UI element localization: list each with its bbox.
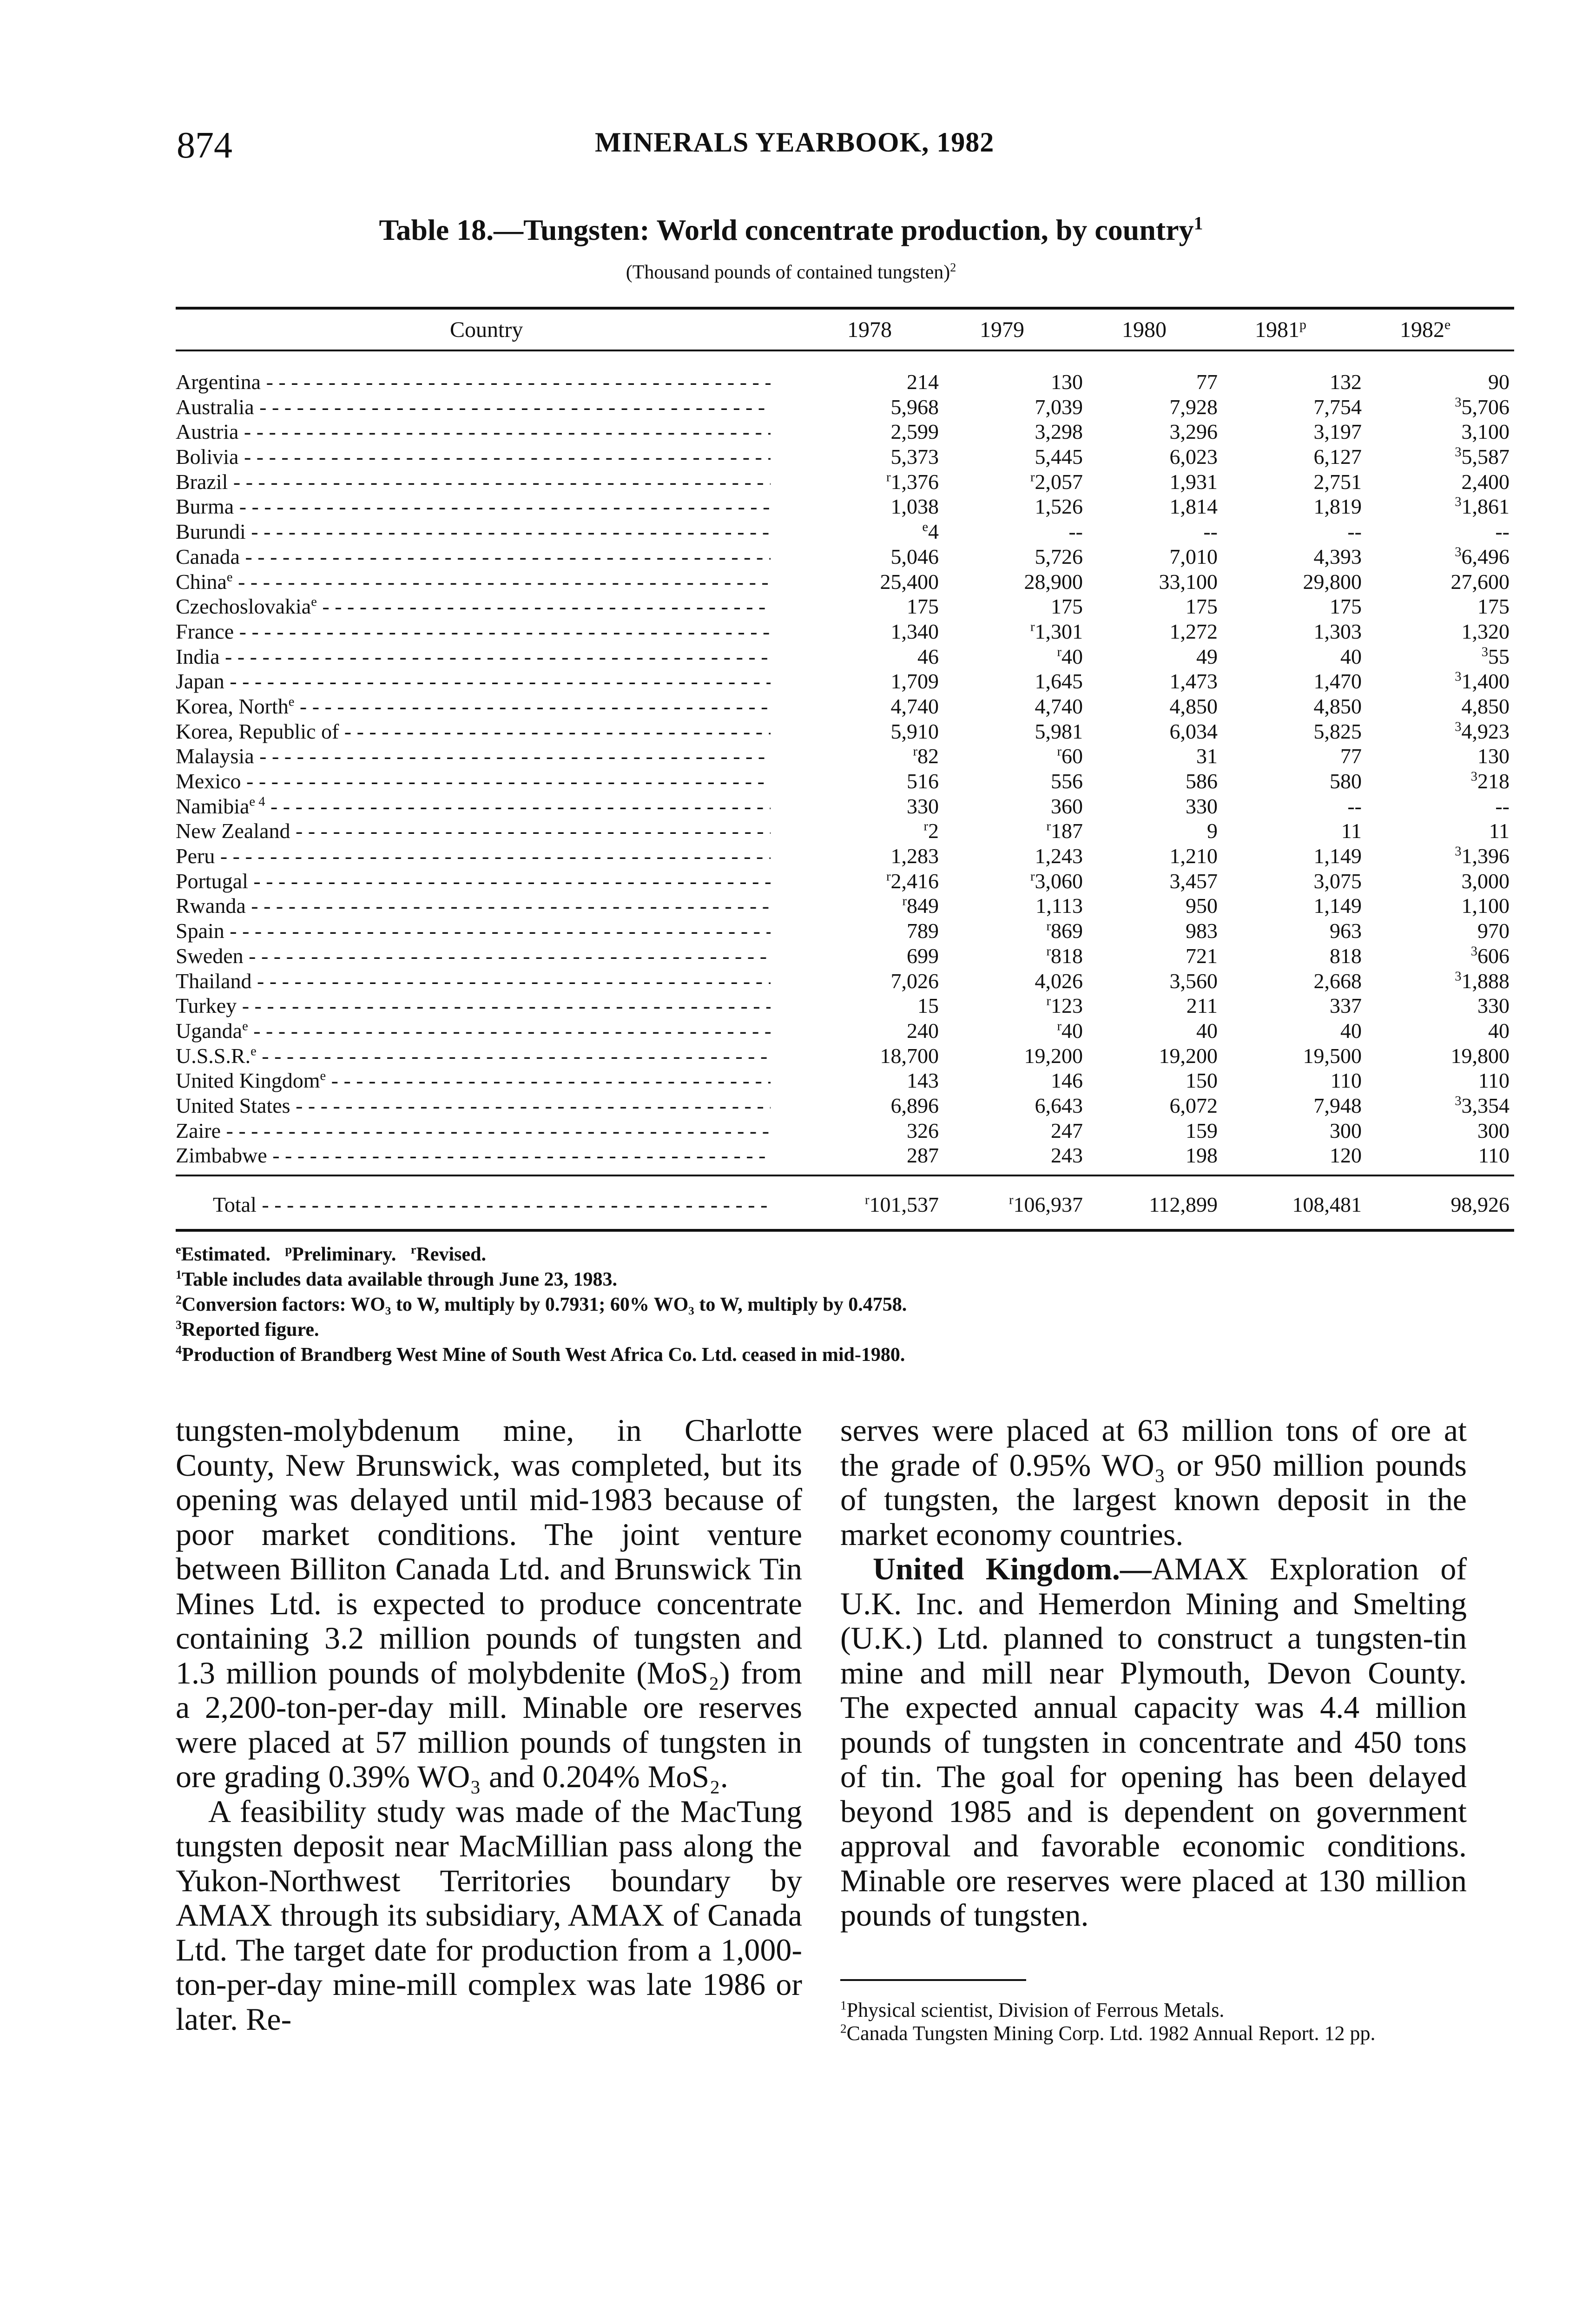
table-cell: 211: [1186, 994, 1218, 1018]
table-cell: 699: [907, 944, 939, 968]
country-name: China$^e$ - - -: [176, 569, 771, 594]
header-1980: 1980: [1122, 317, 1167, 342]
table-cell: 3,560: [1169, 969, 1218, 993]
table-cell: 1,814: [1169, 495, 1218, 519]
table-cell: 1,526: [1035, 495, 1083, 519]
table-cell: 175: [1186, 594, 1218, 619]
total-1980: 112,899: [1149, 1193, 1218, 1216]
table-cell: 7,026: [890, 969, 939, 993]
table-row: [176, 370, 1514, 395]
footnote: $^1$Physical scientist, Division of Ferrous Metals.: [840, 1998, 1225, 2021]
table-cell: $^r$40: [1057, 1018, 1083, 1043]
country-name: France - - -: [176, 619, 771, 644]
table-cell: 4,740: [890, 694, 939, 718]
table-row: [176, 444, 1514, 469]
table-cell: 6,023: [1169, 445, 1218, 469]
country-name: Burma - - -: [176, 494, 771, 519]
table-title: Table 18.—Tungsten: World concentrate production, by country$^1$: [379, 213, 1203, 246]
total-1981: 108,481: [1292, 1193, 1362, 1216]
table-cell: 243: [1051, 1143, 1083, 1168]
table-cell: 1,320: [1461, 619, 1509, 643]
table-cell: $^3$1,861: [1455, 495, 1509, 519]
table-cell: 3,000: [1461, 869, 1509, 893]
table-cell: 1,243: [1035, 844, 1083, 868]
table-cell: $^r$869: [1046, 919, 1083, 943]
header-1982: 1982e: [1400, 317, 1451, 342]
table-row: [176, 594, 1514, 619]
table-cell: 159: [1186, 1118, 1218, 1142]
table-bottom-rule: [176, 1229, 1514, 1232]
table-cell: 240: [907, 1018, 939, 1043]
table-cell: 33,100: [1159, 569, 1218, 594]
table-cell: 28,900: [1024, 569, 1083, 594]
table-cell: 2,751: [1313, 469, 1362, 494]
table-cell: 77: [1340, 744, 1362, 768]
table-note: $^4$Production of Brandberg West Mine of South West Africa Co. Ltd. ceased in mid-1980.: [176, 1343, 905, 1366]
table-row: [176, 769, 1514, 794]
footnote: $^2$Canada Tungsten Mining Corp. Ltd. 1982 Annual Report. 12 pp.: [840, 2021, 1376, 2045]
table-cell: 1,283: [890, 844, 939, 868]
table-row: [176, 893, 1514, 918]
table-cell: 2,668: [1313, 969, 1362, 993]
country-name: United Kingdom$^e$ - - -: [176, 1068, 771, 1093]
table-cell: 963: [1330, 919, 1362, 943]
table-cell: 1,470: [1313, 669, 1362, 693]
total-1979: $^r$106,937: [1009, 1193, 1083, 1216]
table-cell: $^r$849: [902, 894, 939, 918]
table-cell: 1,149: [1313, 894, 1362, 918]
table-cell: 7,948: [1313, 1093, 1362, 1117]
header-1978: 1978: [847, 317, 892, 342]
table-cell: $^r$2: [923, 819, 939, 843]
table-cell: 789: [907, 919, 939, 943]
table-row: [176, 719, 1514, 744]
table-cell: 6,643: [1035, 1093, 1083, 1117]
table-row: [176, 519, 1514, 544]
table-cell: $^r$818: [1046, 944, 1083, 968]
table-note: $^1$Table includes data available through June 23, 1983.: [176, 1268, 618, 1290]
table-cell: --: [1347, 520, 1362, 544]
table-row: [176, 944, 1514, 969]
table-cell: 1,210: [1169, 844, 1218, 868]
country-name: Austria - - -: [176, 419, 771, 444]
table-row: [176, 669, 1514, 694]
total-1982: 98,926: [1450, 1193, 1509, 1216]
table-cell: 5,046: [890, 544, 939, 568]
table-cell: 1,645: [1035, 669, 1083, 693]
table-cell: 4,393: [1313, 544, 1362, 568]
table-cell: 1,819: [1313, 495, 1362, 519]
table-cell: 29,800: [1303, 569, 1362, 594]
header-country: Country: [450, 317, 523, 342]
table-cell: 110: [1478, 1069, 1509, 1093]
table-cell: 4,850: [1461, 694, 1509, 718]
table-cell: 3,298: [1035, 420, 1083, 444]
table-notes: [176, 1242, 1514, 1367]
table-cell: 77: [1196, 370, 1218, 394]
table-cell: 247: [1051, 1118, 1083, 1142]
table-cell: 1,149: [1313, 844, 1362, 868]
country-name: Korea, Republic of - - -: [176, 719, 771, 744]
table-note: $^3$Reported figure.: [176, 1318, 319, 1340]
table-cell: 19,200: [1159, 1043, 1218, 1068]
table-cell: $^r$82: [913, 744, 939, 768]
table-cell: 11: [1341, 819, 1362, 843]
table-cell: 5,910: [890, 719, 939, 743]
table-cell: 330: [1186, 794, 1218, 818]
table-row: [176, 993, 1514, 1018]
table-row: [176, 469, 1514, 495]
country-name: Czechoslovakia$^e$ - - -: [176, 594, 771, 619]
country-name: Argentina - - -: [176, 370, 771, 395]
table-row: [176, 1093, 1514, 1118]
header-rule: [176, 350, 1514, 351]
country-name: Spain - - -: [176, 918, 771, 944]
table-cell: 110: [1478, 1143, 1509, 1168]
table-cell: $^r$60: [1057, 744, 1083, 768]
table-cell: 175: [907, 594, 939, 619]
table-cell: 110: [1330, 1069, 1362, 1093]
table-row: [176, 744, 1514, 769]
table-cell: 3,075: [1313, 869, 1362, 893]
table-cell: 1,709: [890, 669, 939, 693]
table-note: $^2$Conversion factors: WO₃ to W, multiply by 0.7931; 60% WO₃ to W, multiply by 0.4758.: [176, 1293, 907, 1315]
table-cell: $^3$1,396: [1455, 844, 1509, 868]
table-cell: 25,400: [880, 569, 939, 594]
table-cell: $^3$5,587: [1455, 445, 1509, 469]
table-cell: 19,200: [1024, 1043, 1083, 1068]
country-name: Sweden - - -: [176, 944, 771, 969]
country-name: Bolivia - - -: [176, 444, 771, 469]
table-cell: 175: [1051, 594, 1083, 619]
table-row: [176, 1118, 1514, 1143]
table-cell: 1,272: [1169, 619, 1218, 643]
table-cell: $^3$1,400: [1455, 669, 1509, 693]
table-cell: 130: [1477, 744, 1509, 768]
table-cell: 6,072: [1169, 1093, 1218, 1117]
table-cell: 1,473: [1169, 669, 1218, 693]
table-cell: 3,457: [1169, 869, 1218, 893]
total-label: Total - - -: [213, 1188, 771, 1221]
total-1978: $^r$101,537: [865, 1193, 939, 1216]
section-heading: United Kingdom.—: [873, 1551, 1152, 1586]
country-name: Korea, North$^e$ - - -: [176, 694, 771, 719]
table-row: [176, 794, 1514, 819]
table-cell: $^r$123: [1046, 994, 1083, 1018]
table-cell: 27,600: [1450, 569, 1509, 594]
table-cell: 7,754: [1313, 395, 1362, 419]
table-cell: 90: [1488, 370, 1509, 394]
table-row: [176, 1018, 1514, 1043]
table-subtitle: (Thousand pounds of contained tungsten)$^2$: [626, 261, 956, 283]
table-cell: 5,373: [890, 445, 939, 469]
table-cell: 2,599: [890, 420, 939, 444]
table-cell: 360: [1051, 794, 1083, 818]
table-cell: 175: [1330, 594, 1362, 619]
table-cell: $^3$218: [1470, 769, 1509, 793]
table-cell: $^3$6,496: [1455, 544, 1509, 568]
table-cell: 7,039: [1035, 395, 1083, 419]
table-body: [176, 370, 1514, 1168]
table-cell: $^r$2,057: [1030, 469, 1083, 494]
country-name: United States - - -: [176, 1093, 771, 1118]
table-cell: 132: [1330, 370, 1362, 394]
country-name: Uganda$^e$ - - -: [176, 1018, 771, 1043]
table-cell: 1,303: [1313, 619, 1362, 643]
table-cell: 5,445: [1035, 445, 1083, 469]
country-name: Rwanda - - -: [176, 893, 771, 918]
table-cell: 198: [1186, 1143, 1218, 1168]
table-cell: 3,100: [1461, 420, 1509, 444]
country-name: Brazil - - -: [176, 469, 771, 495]
page-footnotes: [840, 1999, 1468, 2045]
country-name: Mexico - - -: [176, 769, 771, 794]
country-name: India - - -: [176, 644, 771, 669]
country-name: Japan - - -: [176, 669, 771, 694]
table-cell: 580: [1330, 769, 1362, 793]
table-cell: 1,113: [1035, 894, 1083, 918]
table-cell: 4,740: [1035, 694, 1083, 718]
table-cell: 175: [1477, 594, 1509, 619]
table-cell: 4,850: [1313, 694, 1362, 718]
table-cell: 326: [907, 1118, 939, 1142]
table-row: [176, 969, 1514, 994]
page-number: 874: [177, 125, 232, 166]
table-row: [176, 1068, 1514, 1093]
table-cell: 330: [1477, 994, 1509, 1018]
table-cell: 15: [917, 994, 939, 1018]
table-top-rule: [176, 307, 1514, 310]
table-row: [176, 569, 1514, 594]
table-cell: $^r$2,416: [886, 869, 939, 893]
country-name: Portugal - - -: [176, 869, 771, 894]
table-cell: 721: [1186, 944, 1218, 968]
country-name: Burundi - - -: [176, 519, 771, 544]
table-cell: 5,726: [1035, 544, 1083, 568]
country-name: Peru - - -: [176, 844, 771, 869]
table-cell: --: [1495, 794, 1509, 818]
table-cell: --: [1347, 794, 1362, 818]
table-cell: 11: [1489, 819, 1509, 843]
table-cell: $^r$187: [1046, 819, 1083, 843]
table-cell: 1,100: [1461, 894, 1509, 918]
table-cell: 5,981: [1035, 719, 1083, 743]
country-name: Malaysia - - -: [176, 744, 771, 769]
table-cell: $^3$606: [1470, 944, 1509, 968]
table-cell: 4,026: [1035, 969, 1083, 993]
table-cell: 300: [1477, 1118, 1509, 1142]
table-cell: 300: [1330, 1118, 1362, 1142]
total-rule: [176, 1175, 1514, 1176]
table-row: [176, 544, 1514, 569]
table-cell: 337: [1330, 994, 1362, 1018]
table-cell: $^r$1,301: [1030, 619, 1083, 643]
country-name: U.S.S.R.$^e$ - - -: [176, 1043, 771, 1069]
table-cell: $^3$55: [1481, 644, 1509, 668]
table-cell: 5,968: [890, 395, 939, 419]
table-cell: --: [1068, 520, 1083, 544]
table-cell: 18,700: [880, 1043, 939, 1068]
table-cell: 9: [1207, 819, 1218, 843]
body-column-right: [840, 1413, 1467, 1933]
country-name: Namibia$^{e 4}$ - - -: [176, 794, 771, 819]
table-cell: 19,500: [1303, 1043, 1362, 1068]
table-cell: 3,296: [1169, 420, 1218, 444]
table-cell: $^e$4: [922, 520, 939, 544]
table-cell: 3,197: [1313, 420, 1362, 444]
table-cell: 19,800: [1450, 1043, 1509, 1068]
country-name: Zimbabwe - - -: [176, 1143, 771, 1168]
country-name: Zaire - - -: [176, 1118, 771, 1143]
table-cell: 1,340: [890, 619, 939, 643]
table-cell: 6,896: [890, 1093, 939, 1117]
country-name: Canada - - -: [176, 544, 771, 569]
table-row: [176, 844, 1514, 869]
table-note: $^e$Estimated. $^p$Preliminary. $^r$Revised.: [176, 1243, 486, 1265]
table-row: [176, 918, 1514, 944]
table-cell: 330: [907, 794, 939, 818]
table-cell: 120: [1330, 1143, 1362, 1168]
table-cell: $^r$40: [1057, 644, 1083, 668]
table-cell: 586: [1186, 769, 1218, 793]
table-row: [176, 1043, 1514, 1069]
body-paragraph: serves were placed at 63 million tons of ore at the grade of 0.95% WO₃ or 950 million pounds of tungsten, the largest known deposit in the market economy countries.: [840, 1413, 1467, 1552]
header-1981: 1981$^p$: [1255, 317, 1306, 342]
table-row: [176, 419, 1514, 444]
table-total-row: [176, 1188, 1514, 1221]
footnote-rule: [840, 1979, 1026, 1981]
table-row: [176, 694, 1514, 719]
table-row: [176, 644, 1514, 669]
table-cell: 287: [907, 1143, 939, 1168]
country-name: Turkey - - -: [176, 993, 771, 1018]
body-paragraph: A feasibility study was made of the MacTung tungsten deposit near MacMillian pass along the Yukon-Northwest Territories boundary by AMAX through its subsidiary, AMAX of Canada Ltd. The target date for production from a 1,000-ton-per-day mine-mill complex was late 1986 or later. Re-: [176, 1793, 802, 2037]
table-cell: 950: [1186, 894, 1218, 918]
table-cell: 6,034: [1169, 719, 1218, 743]
table-cell: 130: [1051, 370, 1083, 394]
table-cell: $^3$3,354: [1455, 1093, 1509, 1117]
table-cell: 214: [907, 370, 939, 394]
table-cell: 150: [1186, 1069, 1218, 1093]
table-cell: 40: [1340, 644, 1362, 668]
table-cell: $^r$3,060: [1030, 869, 1083, 893]
table-cell: 970: [1477, 919, 1509, 943]
header-1979: 1979: [980, 317, 1024, 342]
running-title: MINERALS YEARBOOK, 1982: [595, 127, 995, 158]
table-row: [176, 819, 1514, 844]
table-row: [176, 869, 1514, 894]
table-cell: --: [1203, 520, 1218, 544]
table-cell: $^3$5,706: [1455, 395, 1509, 419]
table-cell: 40: [1488, 1018, 1509, 1043]
table-row: [176, 494, 1514, 519]
body-paragraph: tungsten-molybdenum mine, in Charlotte County, New Brunswick, was completed, but its opening was delayed until mid-1983 because of poor market conditions. The joint venture between Billiton Canada Ltd. and Brunswick Tin Mines Ltd. is expected to produce concentrate containing 3.2 million pounds of tungsten and 1.3 million pounds of molybdenite (MoS₂) from a 2,200-ton-per-day mill. Minable ore reserves were placed at 57 million pounds of tungsten in ore grading 0.39% WO₃ and 0.204% MoS₂.: [176, 1413, 802, 1794]
table-row: [176, 619, 1514, 644]
table-cell: 7,010: [1169, 544, 1218, 568]
table-cell: $^3$1,888: [1455, 969, 1509, 993]
table-cell: $^3$4,923: [1455, 719, 1509, 743]
table-cell: 5,825: [1313, 719, 1362, 743]
country-name: Australia - - -: [176, 395, 771, 420]
table-cell: 6,127: [1313, 445, 1362, 469]
table-cell: 40: [1196, 1018, 1218, 1043]
country-name: Thailand - - -: [176, 969, 771, 994]
table-cell: --: [1495, 520, 1509, 544]
body-paragraph: United Kingdom.—AMAX Exploration of U.K. Inc. and Hemerdon Mining and Smelting (U.K.) Ltd. planned to construct a tungsten-tin mine and mill near Plymouth, Devon County. The expected annual capacity was 4.4 million pounds of tungsten in concentrate and 450 tons of tin. The goal for opening has been delayed beyond 1985 and is dependent on government approval and favorable economic conditions. Minable ore reserves were placed at 130 million pounds of tungsten.: [840, 1551, 1467, 1933]
table-row: [176, 1143, 1514, 1168]
table-cell: 2,400: [1461, 469, 1509, 494]
table-cell: 49: [1196, 644, 1218, 668]
table-cell: 983: [1186, 919, 1218, 943]
table-row: [176, 395, 1514, 420]
table-cell: 556: [1051, 769, 1083, 793]
table-cell: 1,931: [1169, 469, 1218, 494]
body-column-left: [176, 1413, 802, 2036]
table-cell: 31: [1196, 744, 1218, 768]
country-name: New Zealand - - -: [176, 819, 771, 844]
table-cell: 818: [1330, 944, 1362, 968]
table-cell: 1,038: [890, 495, 939, 519]
table-cell: $^r$1,376: [886, 469, 939, 494]
table-cell: 46: [917, 644, 939, 668]
table-cell: 4,850: [1169, 694, 1218, 718]
table-cell: 146: [1051, 1069, 1083, 1093]
table-cell: 516: [907, 769, 939, 793]
table-cell: 143: [907, 1069, 939, 1093]
table-cell: 7,928: [1169, 395, 1218, 419]
table-cell: 40: [1340, 1018, 1362, 1043]
